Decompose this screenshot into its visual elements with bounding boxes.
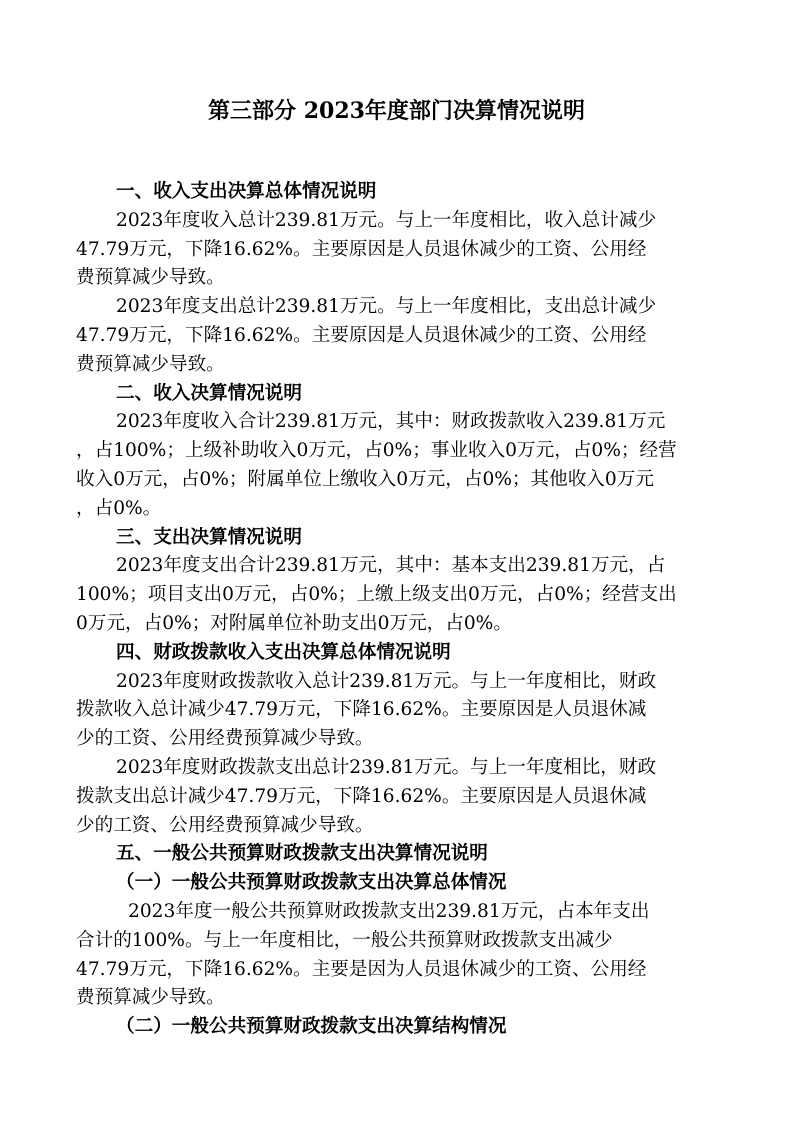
section-2-heading: 二、收入决算情况说明 (116, 382, 302, 404)
section-4-paragraph-1 (76, 668, 716, 754)
text-line: 费预算减少导致。 (76, 353, 225, 375)
text-line: 少的工资、公用经费预算减少导致。 (76, 814, 374, 836)
section-2-paragraph-1 (76, 408, 716, 523)
text-line: 2023年度财政拨款收入总计239.81万元。与上一年度相比，财政 (116, 670, 657, 692)
text-line: 收入0万元，占0%；附属单位上缴收入0万元，占0%；其他收入0万元 (76, 468, 654, 490)
section-4-paragraph-2 (76, 754, 716, 840)
text-line: 100%；项目支出0万元，占0%；上缴上级支出0万元，占0%；经营支出 (76, 584, 677, 606)
section-5-heading: 五、一般公共预算财政拨款支出决算情况说明 (116, 843, 488, 865)
text-line: 费预算减少导致。 (76, 267, 225, 289)
text-line: 2023年度支出合计239.81万元，其中：基本支出239.81万元，占 (116, 555, 666, 577)
text-line: 合计的100%。与上一年度相比，一般公共预算财政拨款支出减少 (76, 929, 613, 951)
text-line: 拨款支出总计减少47.79万元，下降16.62%。主要原因是人员退休减 (76, 785, 647, 807)
section-5-paragraph-1 (76, 898, 716, 1013)
text-line: 2023年度财政拨款支出总计239.81万元。与上一年度相比，财政 (116, 756, 657, 778)
section-5-subheading-2: （二）一般公共预算财政拨款支出决算结构情况 (116, 1016, 507, 1038)
section-3-heading: 三、支出决算情况说明 (116, 526, 302, 548)
text-line: 2023年度收入合计239.81万元，其中：财政拨款收入239.81万元 (116, 411, 666, 433)
text-line: 2023年度收入总计239.81万元。与上一年度相比，收入总计减少 (116, 209, 657, 231)
text-line: 少的工资、公用经费预算减少导致。 (76, 728, 374, 750)
text-line: 47.79万元，下降16.62%。主要原因是人员退休减少的工资、公用经 (76, 324, 647, 346)
text-line: 2023年度支出总计239.81万元。与上一年度相比，支出总计减少 (116, 296, 657, 318)
section-1-paragraph-1 (76, 207, 716, 293)
text-line: ，占0%。 (76, 497, 162, 519)
document-body (76, 178, 716, 1042)
text-line: 费预算减少导致。 (76, 987, 225, 1009)
page-title: 第三部分 2023年度部门决算情况说明 (208, 98, 585, 124)
section-1-heading: 一、收入支出决算总体情况说明 (116, 181, 377, 202)
text-line: ，占100%；上级补助收入0万元，占0%；事业收入0万元，占0%；经营 (76, 440, 677, 462)
text-line: 2023年度一般公共预算财政拨款支出239.81万元，占本年支出 (128, 900, 650, 922)
text-line: 拨款收入总计减少47.79万元，下降16.62%。主要原因是人员退休减 (76, 699, 647, 721)
text-line: 0万元，占0%；对附属单位补助支出0万元，占0%。 (76, 612, 512, 634)
section-4-heading: 四、财政拨款收入支出决算总体情况说明 (116, 641, 451, 663)
section-1-paragraph-2 (76, 293, 716, 379)
section-3-paragraph-1 (76, 552, 716, 638)
text-line: 47.79万元，下降16.62%。主要是因为人员退休减少的工资、公用经 (76, 958, 647, 980)
text-line: 47.79万元，下降16.62%。主要原因是人员退休减少的工资、公用经 (76, 238, 647, 260)
section-5-subheading-1: （一）一般公共预算财政拨款支出决算总体情况 (116, 872, 507, 894)
